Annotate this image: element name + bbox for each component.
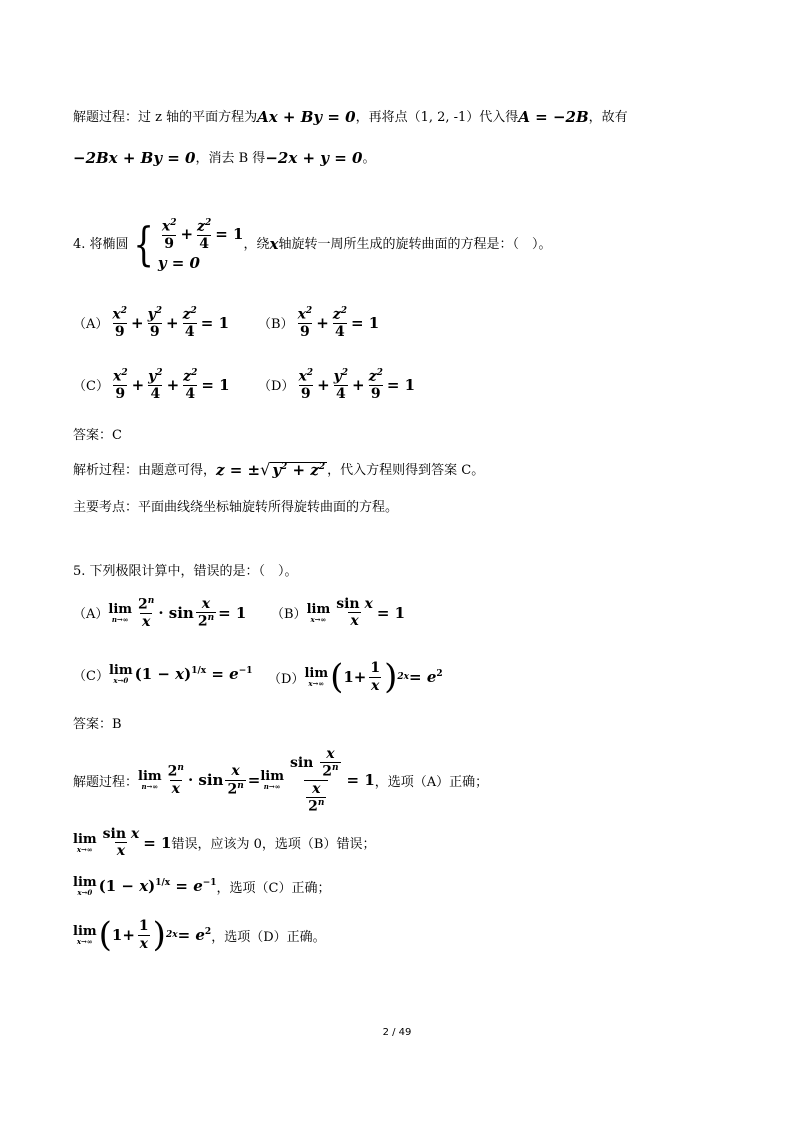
option-label: （C）: [73, 668, 109, 684]
question-text: 轴旋转一周所生成的旋转曲面的方程是：（ ）。: [278, 236, 552, 252]
q4-stem: [73, 218, 551, 271]
final-equation: −2x + y = 0: [265, 149, 363, 167]
q5-solution-c: lim x→0 $(1 - x)^{1/x} = e^{-1}$ ，选项（C）正确；: [73, 875, 331, 897]
solution-text: 解题过程：: [73, 774, 139, 790]
q4-option-d: （D） $\frac{x^2}{9}$ + $\frac{y^2}{4}$ + $\frac{z^2}{9}$ = 1: [258, 368, 416, 402]
q5-answer: 答案：B: [73, 717, 122, 732]
option-label: （D）: [258, 379, 295, 395]
axis-var: x: [269, 234, 279, 253]
plane-equation: Ax + By = 0: [257, 108, 356, 126]
question-text: ，绕: [243, 236, 270, 252]
q4-option-b: （B） $\frac{x^2}{9}$ + $\frac{z^2}{4}$ = 1: [258, 306, 380, 340]
substituted-equation: −2Bx + By = 0: [73, 149, 196, 167]
q5-solution-d: lim x→∞ ( 1+ $\frac{1}{x}$ ) 2x = $e^2$ ，选项（D）正确。: [73, 915, 326, 955]
sqrt-expression: √ $y^2 + z^2$: [260, 460, 326, 479]
q5-solution-a: 解题过程： lim n→∞ $\frac{2^n}{x}$ · sin $\frac{x}{2^n}$ = lim n→∞ sin $\frac{x}{2^n}$ $\frac{x}{2^n}$ = 1 ，选项（A）正确；: [73, 746, 489, 815]
q4-option-c: （C） $\frac{x^2}{9}$ + $\frac{y^2}{4}$ + $\frac{z^2}{4}$ = 1: [73, 368, 230, 402]
option-label: （A）: [73, 317, 109, 333]
q5-solution-b: lim x→∞ $\frac{\text{sin x}}{x}$ = 1 错误，应该为 0，选项（B）错误；: [73, 826, 376, 860]
q3-solution-line1: [73, 110, 628, 125]
solution-text: ，选项（C）正确；: [216, 880, 331, 896]
option-label: （A）: [73, 607, 109, 623]
q5-option-b: （B） lim x→∞ $\frac{\text{sin x}}{x}$ = 1: [271, 596, 406, 630]
q4-key-point: 主要考点：平面曲线绕坐标轴旋转所得旋转曲面的方程。: [73, 500, 399, 515]
q3-solution-line2: [73, 151, 375, 166]
q5-option-a: （A） lim n→∞ $\frac{2^n}{x}$ · sin $\frac{x}{2^n}$ = 1: [73, 596, 247, 630]
analysis-text: 解析过程：由题意可得，: [73, 462, 217, 478]
solution-text: 错误，应该为 0，选项（B）错误；: [171, 837, 376, 853]
q4-analysis: 解析过程：由题意可得， z = ± √ $y^2 + z^2$ ，代入方程则得到答案 C。: [73, 460, 485, 479]
option-label: （D）: [268, 671, 305, 687]
page-number: 2 / 49: [382, 1027, 412, 1038]
solution-text: ，选项（A）正确；: [374, 774, 489, 790]
q5-stem: 5. 下列极限计算中，错误的是：（ ）。: [73, 564, 298, 579]
relation-equation: A = −2B: [518, 108, 589, 126]
q4-option-a: （A） $\frac{x^2}{9}$ + $\frac{y^2}{9}$ + $\frac{z^2}{4}$ = 1: [73, 306, 230, 340]
option-label: （B）: [271, 607, 307, 623]
solution-text: 。: [362, 151, 376, 166]
question-text: 4. 将椭圆: [73, 236, 129, 252]
solution-text: ，故有: [588, 110, 628, 125]
solution-text: ，再将点（1, 2, -1）代入得: [355, 110, 519, 125]
q5-option-d: （D） lim x→∞ ( 1+ $\frac{1}{x}$ ) 2x = $e^2$: [268, 657, 443, 697]
ellipse-system: { $\frac{x^2}{9}$ + $\frac{z^2}{4}$ = 1 y = 0: [132, 217, 244, 272]
option-label: （C）: [73, 379, 109, 395]
q5-option-c: （C） lim x→0 $(1 - x)^{1/x} = e^{-1}$: [73, 663, 253, 685]
analysis-text: ，代入方程则得到答案 C。: [327, 462, 485, 478]
solution-text: ，选项（D）正确。: [211, 929, 326, 945]
solution-text: 解题过程：过 z 轴的平面方程为: [73, 110, 258, 125]
q4-answer: 答案：C: [73, 428, 122, 443]
option-label: （B）: [258, 317, 294, 333]
solution-text: ，消去 B 得: [195, 151, 266, 166]
